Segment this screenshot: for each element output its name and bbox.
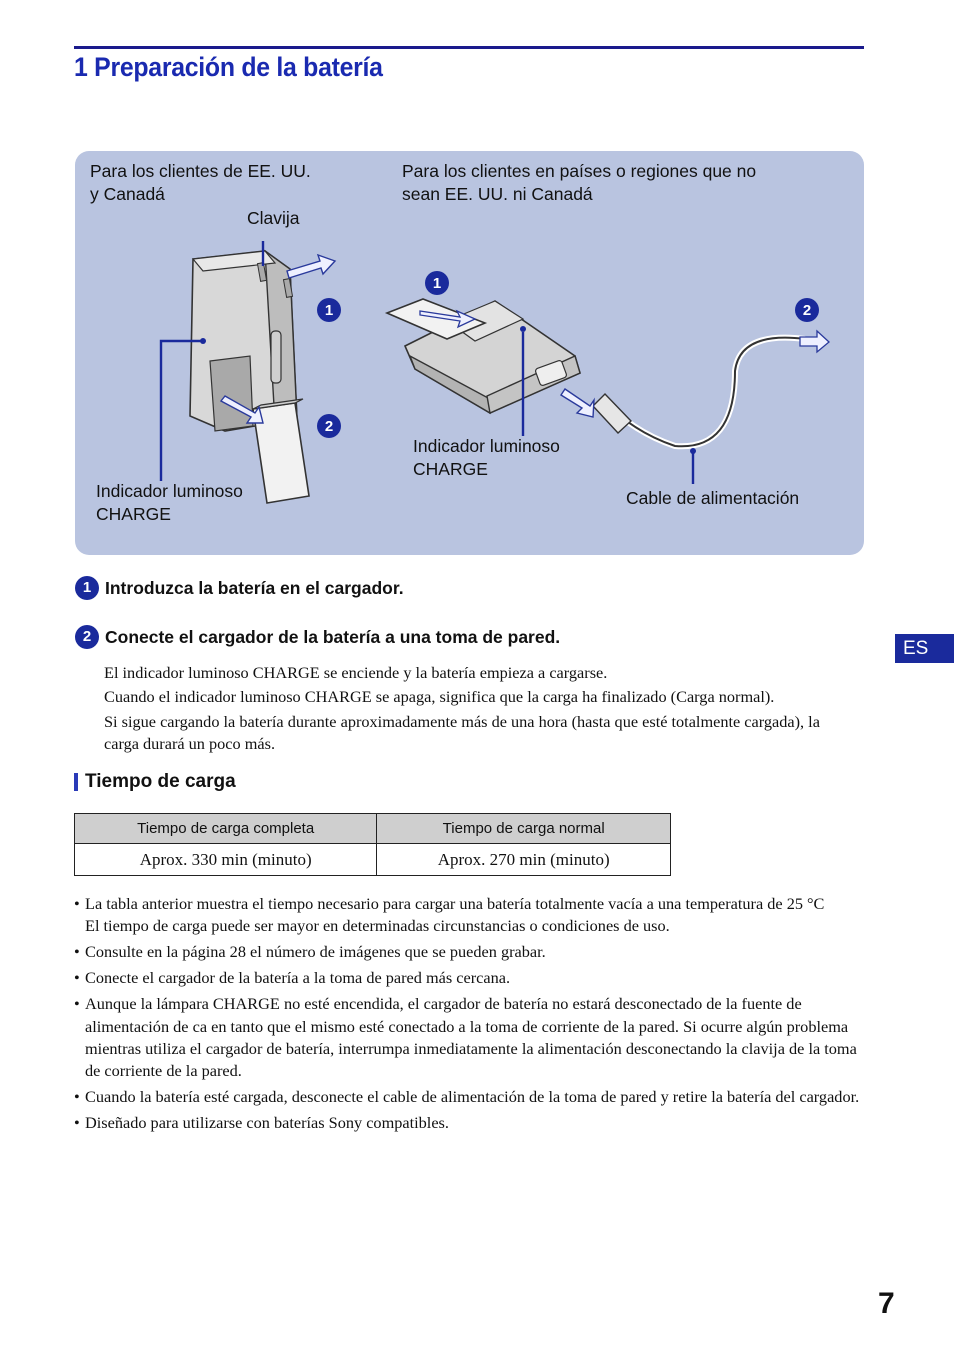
title-rule xyxy=(74,46,864,49)
table-header: Tiempo de carga normal xyxy=(377,814,671,844)
label-power-cable: Cable de alimentación xyxy=(626,488,800,508)
step2-paragraph: Cuando el indicador luminoso CHARGE se apaga, significa que la carga ha finalizado (Carga normal). xyxy=(104,687,775,706)
step-1 xyxy=(75,576,404,600)
table-row xyxy=(75,844,671,876)
svg-text:2: 2 xyxy=(324,418,334,435)
step-number-badge: 2 xyxy=(75,625,99,649)
notes-list xyxy=(74,893,864,1138)
list-item: • Diseñado para utilizarse con baterías Sony compatibles. xyxy=(74,1112,864,1134)
svg-text:1: 1 xyxy=(324,302,334,319)
charging-time-table xyxy=(74,813,671,876)
step2-paragraph: Si sigue cargando la batería durante aproximadamente más de una hora (hasta que esté totalmente cargada), la carga durará un poco más. xyxy=(104,712,820,753)
list-item: • Cuando la batería esté cargada, desconecte el cable de alimentación de la toma de pared y retire la batería del cargador. xyxy=(74,1086,864,1108)
label-indicator-left: Indicador luminoso CHARGE xyxy=(96,481,243,524)
step-number-badge: 1 xyxy=(75,576,99,600)
table-cell: Aprox. 330 min (minuto) xyxy=(75,844,377,876)
table-header-row xyxy=(75,814,671,844)
step-text: Conecte el cargador de la batería a una toma de pared. xyxy=(105,626,561,647)
step-2 xyxy=(75,625,560,649)
charging-time-heading: Tiempo de carga xyxy=(74,771,236,793)
page-title: 1 Preparación de la batería xyxy=(74,52,383,82)
label-us-customers: Para los clientes de EE. UU. y Canadá xyxy=(90,161,311,204)
list-item: • Consulte en la página 28 el número de imágenes que se pueden grabar. xyxy=(74,941,864,963)
heading-bar-icon xyxy=(74,773,78,791)
svg-text:1: 1 xyxy=(432,275,442,292)
table-header: Tiempo de carga completa xyxy=(75,814,377,844)
svg-text:2: 2 xyxy=(802,302,812,319)
table-cell: Aprox. 270 min (minuto) xyxy=(377,844,671,876)
list-item: • Aunque la lámpara CHARGE no esté encendida, el cargador de batería no estará desconectado de la fuente de alimentación de ca en tanto que el mismo esté conectado a la toma de corriente de la pared. Si ocurre algún problema mientras utiliza el cargador de batería, interrumpa inmediatamente la alimentación desconectando la clavija de la toma de corriente de la pared. xyxy=(74,993,864,1083)
list-item: • La tabla anterior muestra el tiempo necesario para cargar una batería totalmente vacía a una temperatura de 25 °C El tiempo de carga puede ser mayor en determinadas circunstancias o condiciones de uso. xyxy=(74,893,864,938)
step2-paragraph: El indicador luminoso CHARGE se enciende y la batería empieza a cargarse. xyxy=(104,663,608,682)
illustration-panel xyxy=(75,151,864,555)
us-charger-icon xyxy=(161,241,335,503)
page-number: 7 xyxy=(878,1287,895,1320)
language-tab: ES xyxy=(895,634,954,663)
label-indicator-right: Indicador luminoso CHARGE xyxy=(413,436,560,479)
label-other-customers: Para los clientes en países o regiones que no sean EE. UU. ni Canadá xyxy=(402,161,757,204)
step-text: Introduzca la batería en el cargador. xyxy=(105,577,404,598)
label-plug: Clavija xyxy=(247,208,300,228)
list-item: • Conecte el cargador de la batería a la toma de pared más cercana. xyxy=(74,967,864,989)
